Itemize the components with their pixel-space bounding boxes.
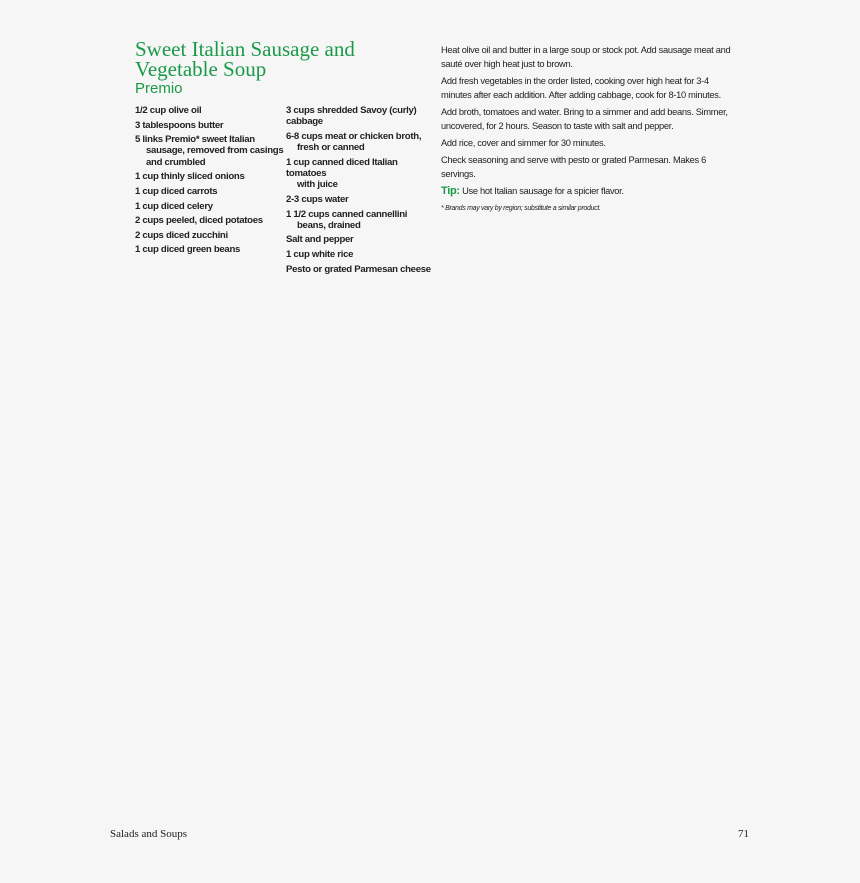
ingredient-item — [286, 157, 436, 191]
ingredient-item — [286, 234, 436, 245]
ingredient-line: 3 cups shredded Savoy (curly) cabbage — [286, 105, 417, 128]
ingredient-item — [135, 171, 285, 182]
section-name: Salads and Soups — [110, 828, 187, 840]
page-number: 71 — [738, 828, 749, 840]
ingredient-continuation: beans, drained — [297, 219, 361, 231]
ingredient-continuation: fresh or canned — [297, 142, 365, 154]
ingredient-line: 1 cup white rice — [286, 249, 354, 261]
ingredient-line: 1 1/2 cups canned cannellini — [286, 208, 408, 220]
instruction-step: Add broth, tomatoes and water. Bring to a simmer and add beans. Simmer, uncovered, for 2 hours. Season to taste with salt and pepper. — [441, 106, 728, 131]
ingredient-line: 1/2 cup olive oil — [135, 105, 202, 116]
ingredient-item — [135, 186, 285, 197]
ingredient-item — [286, 249, 436, 260]
tip-label: Tip: — [441, 184, 460, 197]
ingredient-line: 2 cups diced zucchini — [135, 229, 228, 241]
instructions — [441, 44, 741, 219]
ingredient-item — [135, 230, 285, 241]
ingredient-item — [135, 120, 285, 131]
ingredient-item — [135, 105, 285, 116]
ingredient-item — [135, 134, 285, 168]
tip — [441, 185, 741, 199]
ingredient-item — [286, 194, 436, 205]
ingredient-item — [135, 215, 285, 226]
recipe-title: Sweet Italian Sausage and Vegetable Soup — [135, 37, 355, 81]
instruction-step: Add fresh vegetables in the order listed, cooking over high heat for 3-4 minutes after each addition. After adding cabbage, cook for 8-10 minutes. — [441, 75, 721, 100]
ingredients-column-1 — [135, 105, 285, 259]
ingredient-line: 5 links Premio* sweet Italian — [135, 134, 255, 146]
ingredient-line: 3 tablespoons butter — [135, 119, 224, 131]
ingredient-line: Salt and pepper — [286, 234, 354, 246]
ingredient-line: 1 cup diced carrots — [135, 185, 218, 197]
ingredient-line: Pesto or grated Parmesan cheese — [286, 263, 431, 275]
ingredient-line: 6-8 cups meat or chicken broth, — [286, 130, 422, 142]
ingredient-item — [286, 131, 436, 154]
ingredient-item — [286, 105, 436, 128]
ingredient-continuation: with juice — [297, 179, 338, 191]
brand-note: * Brands may vary by region; substitute a similar product. — [441, 205, 601, 213]
instruction-step: Check seasoning and serve with pesto or grated Parmesan. Makes 6 servings. — [441, 154, 707, 179]
recipe-brand: Premio — [135, 80, 183, 97]
ingredient-line: 1 cup diced green beans — [135, 244, 241, 256]
instruction-step: Add rice, cover and simmer for 30 minutes. — [441, 137, 606, 148]
ingredient-line: 2-3 cups water — [286, 193, 349, 205]
ingredient-line: 1 cup thinly sliced onions — [135, 171, 245, 183]
ingredient-item — [135, 201, 285, 212]
ingredient-item — [135, 244, 285, 255]
ingredient-item — [286, 209, 436, 232]
ingredient-continuation: sausage, removed from casings and crumbled — [146, 145, 284, 168]
ingredient-line: 1 cup diced celery — [135, 200, 213, 212]
ingredient-line: 2 cups peeled, diced potatoes — [135, 215, 263, 227]
instruction-step: Heat olive oil and butter in a large soup or stock pot. Add sausage meat and sauté over high heat just to brown. — [441, 45, 731, 69]
ingredient-item — [286, 264, 436, 275]
ingredient-line: 1 cup canned diced Italian tomatoes — [286, 156, 398, 180]
ingredients-column-2 — [286, 105, 436, 278]
tip-text: Use hot Italian sausage for a spicier flavor. — [462, 185, 624, 196]
